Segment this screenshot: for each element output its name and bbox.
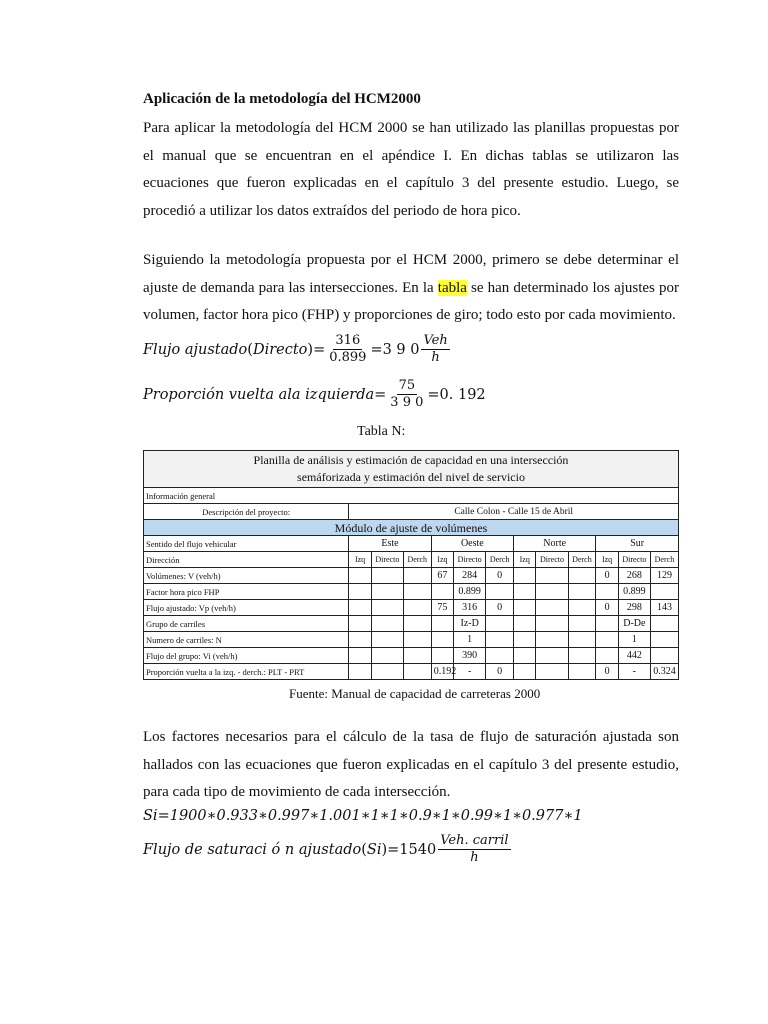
table-row [144, 632, 679, 648]
table-cell: 0 [596, 600, 618, 616]
table-cell [568, 616, 596, 632]
table-cell [568, 648, 596, 664]
table-cell [403, 568, 431, 584]
table-row [144, 616, 679, 632]
info-general-label: Información general [144, 488, 679, 504]
table-cell [403, 648, 431, 664]
paragraph-saturation [143, 724, 679, 807]
eq-lhs: Flujo de saturaci ó n ajustado [143, 841, 362, 858]
eq-unit-denominator: h [470, 850, 479, 865]
table-cell: 0.324 [650, 664, 678, 680]
movement-header: Directo [454, 552, 486, 568]
eq-result: =3 9 0 [370, 341, 420, 358]
table-source: Fuente: Manual de capacidad de carreteras 2000 [289, 686, 541, 701]
equation-si: Si=1900∗0.933∗0.997∗1.001∗1∗1∗0.9∗1∗0.99∗1∗0.977∗1 [143, 808, 583, 824]
highlighted-word: tabla [437, 279, 467, 296]
table-cell [514, 616, 536, 632]
paragraph-line [143, 275, 679, 303]
table-cell [431, 648, 453, 664]
table-cell [371, 616, 403, 632]
table-cell [514, 600, 536, 616]
table-row [144, 664, 679, 680]
project-description-label: Descripción del proyecto: [144, 504, 349, 520]
table-cell [514, 664, 536, 680]
eq-unit-fraction [438, 833, 510, 866]
paragraph-methodology [143, 247, 679, 330]
table-cell: 0 [486, 664, 514, 680]
section-heading: Aplicación de la metodología del HCM2000 [143, 91, 421, 107]
table-cell: D-De [618, 616, 650, 632]
table-cell [596, 584, 618, 600]
direction-este: Este [349, 536, 431, 552]
table-cell: 298 [618, 600, 650, 616]
paragraph-line: el manual que se encuentran en el apéndice I. En dichas tablas se utilizaron las [143, 147, 679, 164]
eq-numerator: 316 [335, 333, 361, 348]
table-cell [371, 568, 403, 584]
table-cell [371, 584, 403, 600]
movement-header: Izq [596, 552, 618, 568]
table-cell: 268 [618, 568, 650, 584]
table-cell: - [618, 664, 650, 680]
table-cell: 143 [650, 600, 678, 616]
direction-oeste: Oeste [431, 536, 513, 552]
direction-sur: Sur [596, 536, 679, 552]
table-cell [431, 632, 453, 648]
table-cell: Iz-D [454, 616, 486, 632]
table-cell: 1 [618, 632, 650, 648]
table-cell [536, 616, 568, 632]
table-cell: 316 [454, 600, 486, 616]
table-row [144, 568, 679, 584]
table-cell [403, 616, 431, 632]
table-cell [536, 648, 568, 664]
eq-unit-denominator: h [431, 350, 440, 365]
table-cell [486, 616, 514, 632]
eq-numerator: 75 [398, 378, 416, 393]
table-cell [371, 664, 403, 680]
paragraph-line: Siguiendo la metodología propuesta por el HCM 2000, primero se debe determinar el [143, 252, 679, 268]
row-label: Factor hora pico FHP [144, 584, 349, 600]
table-row [144, 584, 679, 600]
flow-direction-label: Sentido del flujo vehicular [144, 536, 349, 552]
eq-paren: Directo [252, 341, 308, 358]
table-cell: 67 [431, 568, 453, 584]
table-cell [650, 648, 678, 664]
paragraph-line: Los factores necesarios para el cálculo de la tasa de flujo de saturación ajustada son [143, 729, 679, 745]
table-cell [349, 568, 371, 584]
table-cell: 1 [454, 632, 486, 648]
paragraph-line: volumen, factor hora pico (FHP) y proporciones de giro; todo esto por cada movimiento. [143, 307, 676, 323]
eq-denominator: 0.899 [329, 350, 367, 365]
movement-header: Izq [349, 552, 371, 568]
paragraph-line: Para aplicar la metodología del HCM 2000 se han utilizado las planillas propuestas por [143, 120, 679, 136]
table-cell [486, 648, 514, 664]
movement-header: Derch [486, 552, 514, 568]
table-cell [349, 600, 371, 616]
movement-header: Izq [514, 552, 536, 568]
table-cell: 0 [486, 600, 514, 616]
row-label: Flujo del grupo: Vi (veh/h) [144, 648, 349, 664]
movement-header: Derch [650, 552, 678, 568]
table-cell [596, 648, 618, 664]
table-cell [514, 568, 536, 584]
paragraph-line: procedió a utilizar los datos extraídos del periodo de hora pico. [143, 202, 521, 219]
row-label: Volúmenes: V (veh/h) [144, 568, 349, 584]
table-cell [596, 616, 618, 632]
table-cell: 0.192 [431, 664, 453, 680]
eq-result: =0. 192 [427, 386, 486, 403]
table-row [144, 600, 679, 616]
table-cell: 0 [596, 664, 618, 680]
table-cell: 0.899 [618, 584, 650, 600]
table-cell [568, 664, 596, 680]
table-cell [431, 616, 453, 632]
table-cell [536, 664, 568, 680]
eq-unit-numerator: Veh. carril [440, 833, 509, 848]
table-cell [514, 632, 536, 648]
paragraph-intro [143, 115, 679, 225]
table-cell [650, 632, 678, 648]
table-title-line: semáforizada y estimación del nivel de servicio [297, 470, 525, 484]
table-title-line: Planilla de análisis y estimación de capacidad en una intersección [253, 453, 569, 467]
eq-lhs: Proporción vuelta ala izquierda= [143, 386, 387, 403]
paragraph-line: para cada tipo de movimiento de cada intersección. [143, 784, 451, 800]
table-cell [431, 584, 453, 600]
row-label: Flujo ajustado: Vp (veh/h) [144, 600, 349, 616]
paragraph-line: hallados con las ecuaciones que fueron explicadas en el capítulo 3 del presente estudio, [143, 756, 679, 773]
table-cell: 75 [431, 600, 453, 616]
movement-header: Izq [431, 552, 453, 568]
table-cell [568, 584, 596, 600]
table-cell [568, 600, 596, 616]
table-cell [371, 648, 403, 664]
table-cell [568, 632, 596, 648]
paragraph-line: ecuaciones que fueron explicadas en el capítulo 3 del presente estudio. Luego, se [143, 175, 679, 191]
module-header: Módulo de ajuste de volúmenes [144, 520, 679, 536]
table-cell: - [454, 664, 486, 680]
direction-norte: Norte [514, 536, 596, 552]
table-cell: 442 [618, 648, 650, 664]
paragraph-text: ajuste de demanda para las intersecciones. En la [143, 279, 438, 296]
movement-header: Derch [568, 552, 596, 568]
table-cell [403, 632, 431, 648]
eq-lhs: Flujo ajustado [143, 341, 248, 358]
table-cell [536, 600, 568, 616]
table-cell [371, 600, 403, 616]
table-cell [486, 584, 514, 600]
table-cell: 0 [596, 568, 618, 584]
table-cell: 129 [650, 568, 678, 584]
movement-header: Directo [536, 552, 568, 568]
eq-paren: Si [366, 841, 382, 858]
equation-flujo-ajustado: Flujo ajustado ( Directo )= $\frac{316}{0.899}$ =3 9 0 $\frac{\text{Veh}}{h}$ [143, 333, 448, 365]
eq-result: =1540 [387, 841, 437, 858]
movement-header: Directo [371, 552, 403, 568]
equation-proporcion [143, 378, 486, 411]
row-label: Numero de carriles: N [144, 632, 349, 648]
table-row [144, 648, 679, 664]
movement-header: Directo [618, 552, 650, 568]
table-cell [349, 648, 371, 664]
table-cell [403, 584, 431, 600]
table-cell: 0.899 [454, 584, 486, 600]
table-cell [349, 632, 371, 648]
eq-fraction [388, 378, 425, 411]
table-body [144, 568, 679, 680]
table-cell [596, 632, 618, 648]
table-cell [650, 584, 678, 600]
hcm-table [143, 450, 679, 680]
table-cell [403, 664, 431, 680]
table-cell [514, 648, 536, 664]
table-cell: 284 [454, 568, 486, 584]
table-cell [536, 568, 568, 584]
table-cell [403, 600, 431, 616]
eq-unit-fraction [421, 333, 449, 366]
table-cell: 0 [486, 568, 514, 584]
eq-unit-numerator: Veh [423, 333, 448, 348]
eq-fraction [327, 333, 368, 366]
table-cell [349, 664, 371, 680]
row-label: Grupo de carriles [144, 616, 349, 632]
table-cell [536, 584, 568, 600]
table-cell [349, 616, 371, 632]
table-cell [349, 584, 371, 600]
table-cell [514, 584, 536, 600]
movement-header: Derch [403, 552, 431, 568]
table-caption: Tabla N: [357, 424, 406, 439]
equation-saturation-flow: Flujo de saturaci ó n ajustado ( Si ) =1540 $\frac{\text{Veh. carril}}{h}$ [143, 833, 509, 865]
eq-denominator: 3 9 0 [390, 395, 424, 410]
row-label: Proporción vuelta a la izq. - derch.: PLT - PRT [144, 664, 349, 680]
table-cell [536, 632, 568, 648]
direccion-label: Dirección [144, 552, 349, 568]
table-cell: 390 [454, 648, 486, 664]
table-cell [650, 616, 678, 632]
paragraph-text: se han determinado los ajustes por [466, 279, 679, 296]
table-cell [568, 568, 596, 584]
table-title [144, 451, 679, 488]
project-description-value: Calle Colon - Calle 15 de Abril [349, 504, 679, 520]
table-cell [371, 632, 403, 648]
table-cell [486, 632, 514, 648]
